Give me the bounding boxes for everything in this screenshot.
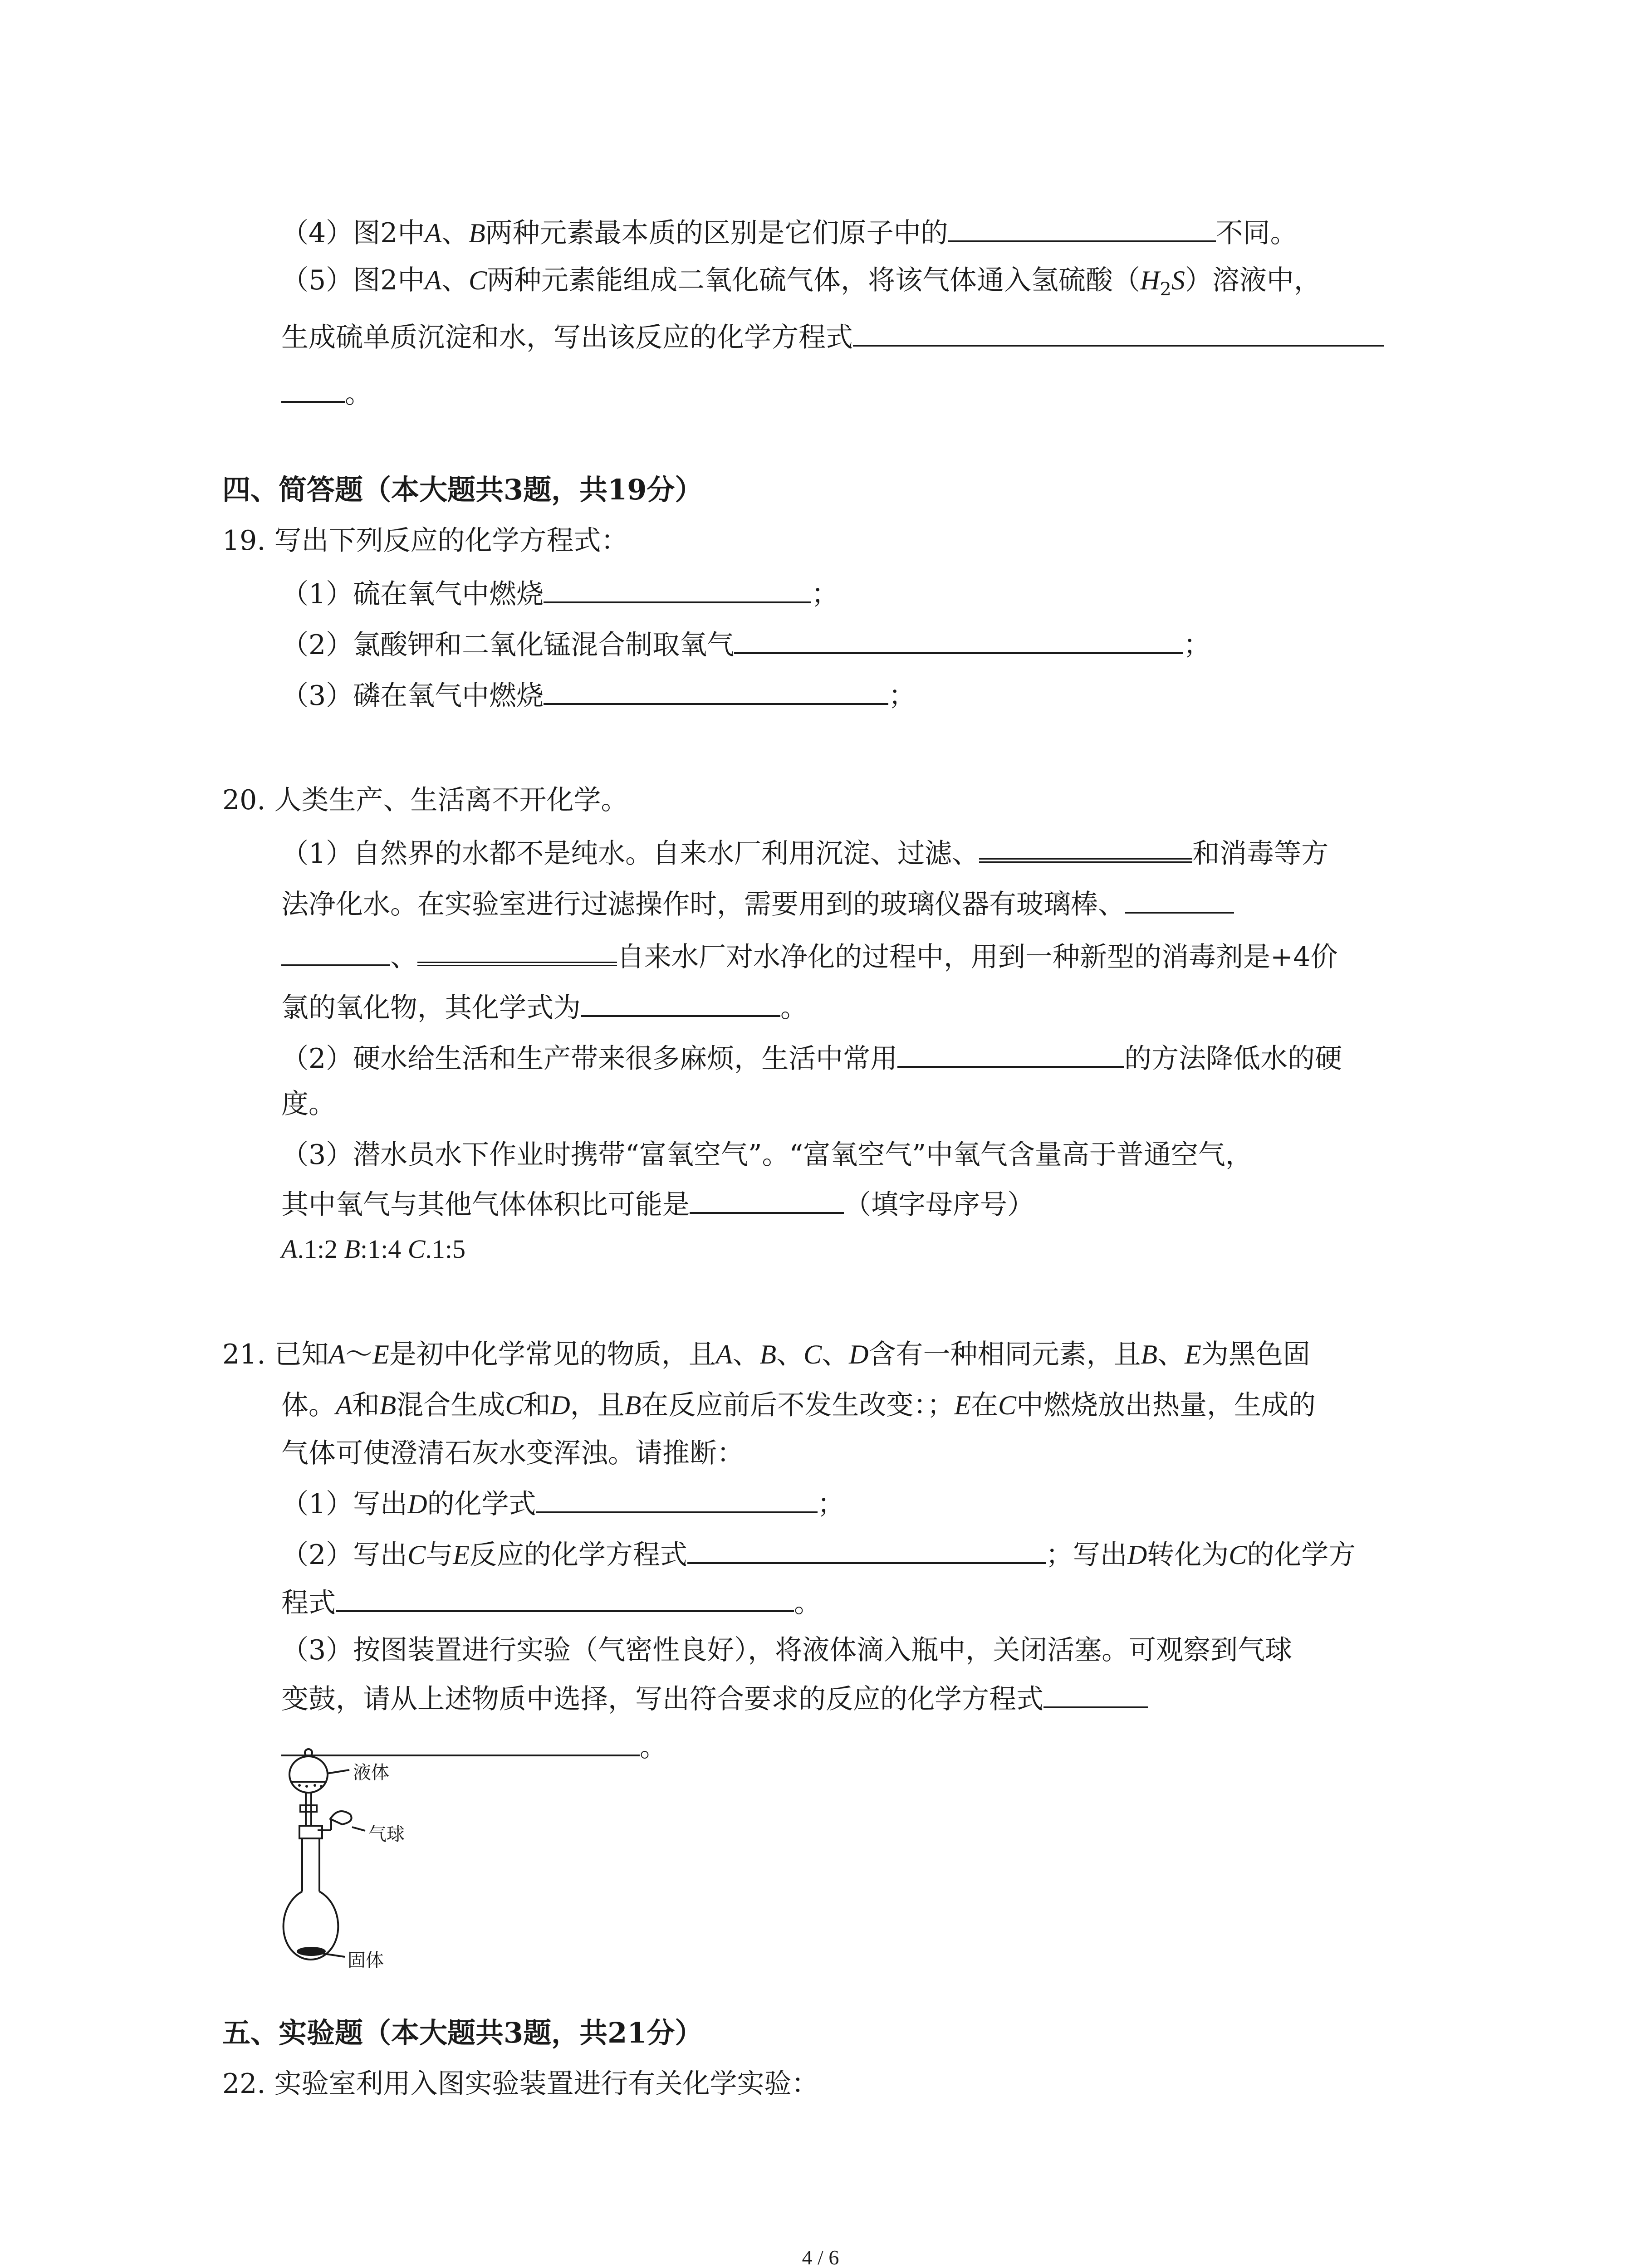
q21-part3-line1: （3）按图装置进行实验（气密性良好），将液体滴入瓶中，关闭活塞。可观察到气球 [281, 1634, 1293, 1666]
answer-blank[interactable] [417, 936, 617, 966]
answer-blank[interactable] [1043, 1679, 1148, 1708]
q21-stem-line1: 21. 已知A～E是初中化学常见的物质，且A、B、C、D含有一种相同元素，且B、E为黑色固 [222, 1339, 1310, 1370]
q21-part1: （1）写出D的化学式 ； [281, 1484, 845, 1523]
figure-label-balloon: 气球 [368, 1824, 405, 1845]
q20-part1-line3: 、 自来水厂对水净化的过程中，用到一种新型的消毒剂是+4价 [281, 936, 1337, 976]
answer-blank[interactable] [897, 1039, 1124, 1068]
page-number: 4 / 6 [802, 2246, 839, 2268]
answer-blank[interactable] [1125, 885, 1234, 914]
section-title-short-answer: 四、简答题（本大题共3题，共19分） [222, 473, 703, 506]
q20-part3-line2: 其中氧气与其他气体体积比可能是 （填字母序号） [281, 1185, 1034, 1224]
q20-part1-line2: 法净化水。在实验室进行过滤操作时，需要用到的玻璃仪器有玻璃棒、 [281, 885, 1234, 924]
q18-part5-line3: 。 [281, 374, 372, 413]
answer-blank[interactable] [734, 625, 1183, 654]
q21-part2-line1: （2）写出C与E反应的化学方程式 ；写出D转化为C的化学方 [281, 1535, 1356, 1574]
q20-options: A.1:2 B:1:4 C.1:5 [281, 1234, 466, 1264]
answer-blank[interactable] [536, 1484, 818, 1513]
q20-part1-line1: （1）自然界的水都不是纯水。自来水厂利用沉淀、过滤、 和消毒等方 [281, 833, 1328, 873]
q20-stem: 20. 人类生产、生活离不开化学。 [222, 784, 628, 816]
answer-blank[interactable] [690, 1185, 844, 1214]
q21-stem-line2: 体。A和B混合生成C和D，且B在反应前后不发生改变：；E在C中燃烧放出热量，生成的 [281, 1389, 1316, 1421]
answer-blank[interactable] [687, 1535, 1046, 1564]
q18-part4: （4）图2中A、B两种元素最本质的区别是它们原子中的 不同。 [281, 213, 1298, 252]
q21-part3-line2: 变鼓，请从上述物质中选择，写出符合要求的反应的化学方程式 [281, 1679, 1148, 1718]
section-title-experiment: 五、实验题（本大题共3题，共21分） [222, 2016, 703, 2049]
q21-part2-line2: 程式 。 [281, 1583, 821, 1622]
answer-blank[interactable] [979, 833, 1192, 863]
answer-blank[interactable] [336, 1583, 794, 1612]
q19-stem: 19. 写出下列反应的化学方程式： [222, 525, 628, 557]
apparatus-figure [272, 1746, 472, 1991]
q21-stem-line3: 气体可使澄清石灰水变浑浊。请推断： [281, 1437, 744, 1469]
q19-part2: （2）氯酸钾和二氧化锰混合制取氧气 ； [281, 625, 1210, 664]
answer-blank[interactable] [948, 213, 1216, 242]
q20-part2-line2: 度。 [281, 1088, 336, 1120]
q20-part2-line1: （2）硬水给生活和生产带来很多麻烦，生活中常用 的方法降低水的硬 [281, 1039, 1342, 1078]
q18-part5-line2: 生成硫单质沉淀和水，写出该反应的化学方程式 [281, 318, 1384, 357]
q22-stem: 22. 实验室利用入图实验装置进行有关化学实验： [222, 2068, 819, 2100]
answer-blank[interactable] [281, 374, 345, 403]
answer-blank[interactable] [281, 937, 390, 966]
answer-blank[interactable] [853, 318, 1384, 347]
q20-part1-line4: 氯的氧化物，其化学式为 。 [281, 988, 808, 1027]
figure-label-liquid: 液体 [353, 1762, 389, 1783]
q19-part3: （3）磷在氧气中燃烧 ； [281, 676, 916, 715]
q18-part5-line1: （5）图2中A、C两种元素能组成二氧化硫气体，将该气体通入氢硫酸$(H_2S)$溶液中， [281, 264, 1321, 300]
q19-part1: （1）硫在氧气中燃烧 ； [281, 574, 838, 613]
q21-part3-line3: 。 [281, 1727, 667, 1766]
answer-blank[interactable] [544, 574, 811, 603]
q20-part3-line1: （3）潜水员水下作业时携带“富氧空气”。“富氧空气”中氧气含量高于普通空气， [281, 1139, 1253, 1171]
answer-blank[interactable] [581, 988, 780, 1017]
figure-label-solid: 固体 [348, 1950, 384, 1971]
answer-blank[interactable] [544, 676, 888, 705]
